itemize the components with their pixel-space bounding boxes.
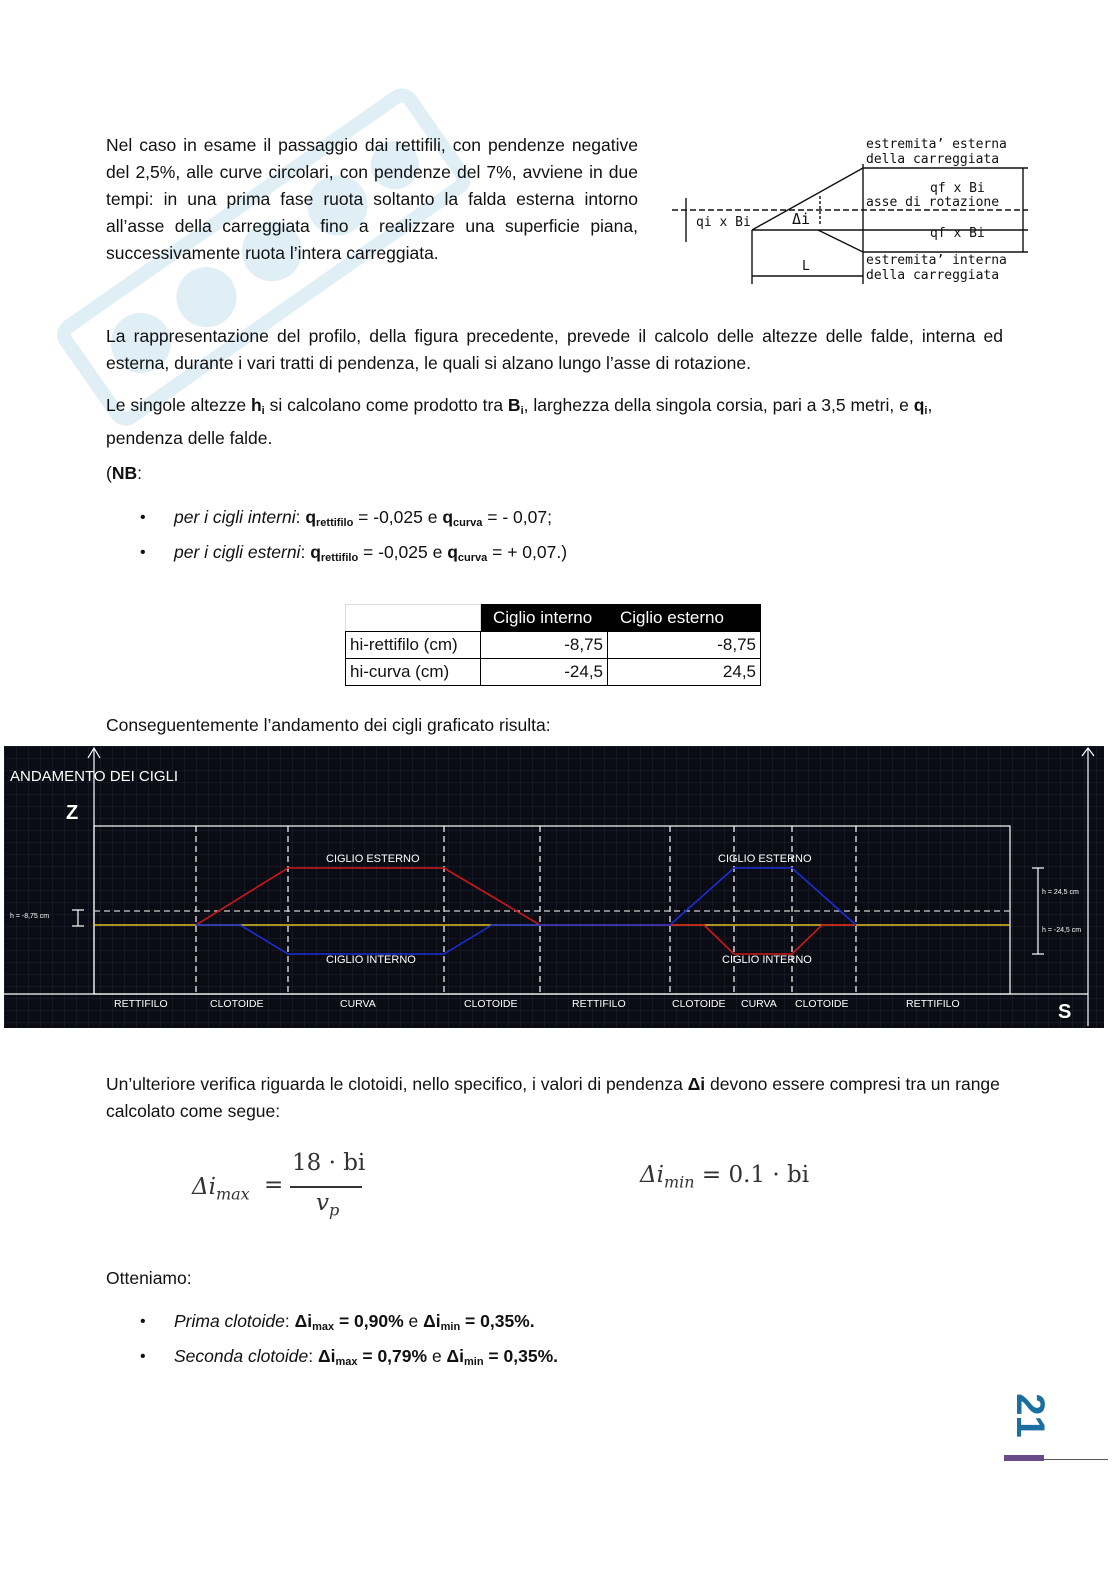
delta-subscript: min [440, 1321, 461, 1333]
q-subscript: rettifilo [320, 552, 359, 564]
formula-min-lhs-symbol: Δi [640, 1162, 664, 1188]
clotoidi-text-1: Un’ulteriore verifica riguarda le clotoidi, nello specifico, i valori di pendenza [106, 1074, 688, 1094]
label-ciglio-esterno-1: CIGLIO ESTERNO [326, 853, 420, 865]
result-and: e [427, 1346, 447, 1366]
intro-paragraph: Nel caso in esame il passaggio dai rettifili, con pendenze negative del 2,5%, alle curve circolari, con pendenze del 7%, avviene in due tempi: in una prima fase ruota soltanto la falda esterna intorno all’asse della carreggiata fino a realizzare una superficie piana, successivamente ruota l’intera carreggiata. [106, 135, 638, 263]
nb-label: NB [111, 463, 138, 483]
table-cell: -8,75 [608, 632, 761, 659]
segment-label: CURVA [340, 998, 376, 1010]
segment-label: CURVA [741, 998, 777, 1010]
result-lead: Prima clotoide [174, 1311, 285, 1331]
result-lead: Seconda clotoide [174, 1346, 309, 1366]
right-annotation-bottom: h = -24,5 cm [1042, 927, 1082, 934]
page-number: 21 [1007, 1392, 1052, 1438]
diagram-ramp-bottom [818, 230, 863, 252]
cigli-profile-chart [4, 746, 1104, 1028]
delta-subscript: max [335, 1356, 358, 1368]
delta-i-symbol: Δi [687, 1074, 706, 1094]
profile-paragraph: La rappresentazione del profilo, della figura precedente, prevede il calcolo delle altezze delle falde, interna ed esterna, durante i vari tratti di pendenza, le quali si alzano lungo l’asse di rotazione. [106, 326, 1003, 373]
segment-label: RETTIFILO [572, 998, 626, 1010]
nb-item-esterni [106, 538, 806, 573]
table-cell: -24,5 [481, 659, 608, 686]
q-symbol: q [305, 507, 317, 527]
formula-max-eq: = [264, 1172, 284, 1198]
formula-max-fraction-bar [290, 1186, 362, 1188]
result-value: = 0,90% [334, 1311, 404, 1331]
clotoidi-paragraph [106, 1071, 1006, 1125]
delta-i-symbol: Δi [446, 1346, 464, 1366]
heights-table [345, 604, 761, 686]
delta-subscript: min [464, 1356, 484, 1368]
segment-label: CLOTOIDE [464, 998, 518, 1010]
nb-value: = + 0,07.) [487, 542, 568, 562]
nb-item-lead: per i cigli esterni [174, 542, 301, 562]
superelevation-diagram [668, 134, 1030, 294]
formula-max-lhs-sub: max [215, 1184, 250, 1204]
chart-grid [4, 746, 1104, 1028]
q-symbol: q [447, 542, 458, 562]
nb-item-interni [106, 503, 806, 538]
segment-label: CLOTOIDE [672, 998, 726, 1010]
result-value: = 0,79% [357, 1346, 428, 1366]
q-subscript: curva [457, 552, 488, 564]
q-symbol: q [310, 542, 321, 562]
nb-list [106, 503, 806, 573]
result-and: e [403, 1311, 424, 1331]
segment-label: RETTIFILO [906, 998, 960, 1010]
nb-value: = - 0,07; [482, 507, 552, 527]
delta-i-symbol: Δi [294, 1311, 313, 1331]
result-value: = 0,35%. [460, 1311, 535, 1331]
result-item-prima [106, 1307, 806, 1342]
delta-subscript: max [312, 1321, 335, 1333]
table-header-blank [346, 605, 481, 632]
q-subscript: curva [453, 517, 483, 529]
result-sep: : [284, 1311, 295, 1331]
heights-paragraph [106, 392, 1003, 452]
clotoidi-text-2: devono essere compresi tra un range calcolato come segue: [106, 1074, 1000, 1121]
formula-min-lhs-sub: min [663, 1172, 695, 1192]
nb-item-sep: : [295, 507, 306, 527]
table-cell: hi-rettifilo (cm) [346, 632, 481, 659]
heights-text-1: Le singole altezze [106, 395, 251, 415]
left-annotation: h = -8,75 cm [10, 913, 50, 920]
B-subscript: i [520, 405, 524, 417]
diagram-label-delta: Δi [792, 210, 811, 228]
table-cell: hi-curva (cm) [346, 659, 481, 686]
heights-text-3: , larghezza della singola corsia, pari a 3,5 metri, e [523, 395, 914, 415]
table-header-interno: Ciglio interno [481, 605, 608, 632]
h-symbol: h [250, 395, 262, 415]
diagram-label-estremita-esterna-2: della carreggiata [866, 152, 1000, 167]
nb-item-lead: per i cigli interni [174, 507, 296, 527]
table-row [346, 659, 761, 686]
B-symbol: B [507, 395, 521, 415]
diagram-label-qf-bottom: qf x Bi [930, 226, 985, 241]
otteniamo-label: Otteniamo: [106, 1268, 192, 1288]
s-label: S [1058, 1001, 1072, 1023]
q-subscript: rettifilo [316, 517, 354, 529]
formula-max-numerator: 18 · bi [292, 1150, 366, 1176]
delta-i-symbol: Δi [318, 1346, 336, 1366]
result-sep: : [308, 1346, 319, 1366]
nb-heading [106, 460, 142, 487]
z-label: Z [66, 802, 79, 824]
formula-max-lhs-symbol: Δi [192, 1174, 216, 1200]
delta-i-symbol: Δi [423, 1311, 441, 1331]
cigli-intro: Conseguentemente l’andamento dei cigli graficato risulta: [106, 715, 551, 735]
formula-delta-max [192, 1150, 392, 1230]
heights-text-4: , pendenza delle falde. [106, 395, 933, 448]
chart-title: ANDAMENTO DEI CIGLI [10, 768, 179, 785]
table-header-esterno: Ciglio esterno [608, 605, 761, 632]
page-number-box [1004, 1390, 1054, 1440]
nb-colon: : [137, 463, 142, 483]
nb-item-sep: : [300, 542, 311, 562]
result-value: = 0,35%. [483, 1346, 558, 1366]
table-header-row [346, 605, 761, 632]
formula-max-denominator [316, 1190, 339, 1220]
segment-label: RETTIFILO [114, 998, 168, 1010]
q-subscript: i [924, 405, 928, 417]
q-symbol: q [913, 395, 925, 415]
table-cell: -8,75 [481, 632, 608, 659]
diagram-label-qf-top: qf x Bi [930, 181, 985, 196]
diagram-label-asse-rotazione: asse di rotazione [866, 195, 1000, 210]
table-row [346, 632, 761, 659]
q-symbol: q [442, 507, 454, 527]
footer-line [1044, 1459, 1108, 1460]
formula-min-rhs: = 0.1 · bi [701, 1162, 810, 1188]
diagram-label-L: L [802, 259, 810, 274]
formula-max-lhs [192, 1174, 250, 1204]
diagram-label-estremita-interna-2: della carreggiata [866, 268, 1000, 283]
segment-label: CLOTOIDE [210, 998, 264, 1010]
results-list [106, 1307, 806, 1377]
formula-max-den-sub: p [329, 1200, 340, 1220]
diagram-label-estremita-interna-1: estremita’ interna [866, 253, 1007, 268]
nb-value: = -0,025 e [358, 542, 448, 562]
formula-delta-min [640, 1162, 809, 1192]
result-item-seconda [106, 1342, 806, 1377]
heights-text-2: si calcolano come prodotto tra [264, 395, 508, 415]
label-ciglio-interno-1: CIGLIO INTERNO [326, 954, 416, 966]
nb-value: = -0,025 e [353, 507, 443, 527]
footer-accent-bar [1004, 1455, 1044, 1461]
diagram-label-qi: qi x Bi [696, 215, 751, 230]
label-ciglio-interno-2: CIGLIO INTERNO [722, 954, 812, 966]
segment-label: CLOTOIDE [795, 998, 849, 1010]
table-cell: 24,5 [608, 659, 761, 686]
h-subscript: i [261, 405, 265, 417]
right-annotation-top: h = 24,5 cm [1042, 889, 1079, 896]
diagram-label-estremita-esterna-1: estremita’ esterna [866, 137, 1007, 152]
nb-open: ( [106, 463, 112, 483]
formula-max-den-symbol: v [316, 1190, 329, 1216]
label-ciglio-esterno-2: CIGLIO ESTERNO [718, 853, 812, 865]
